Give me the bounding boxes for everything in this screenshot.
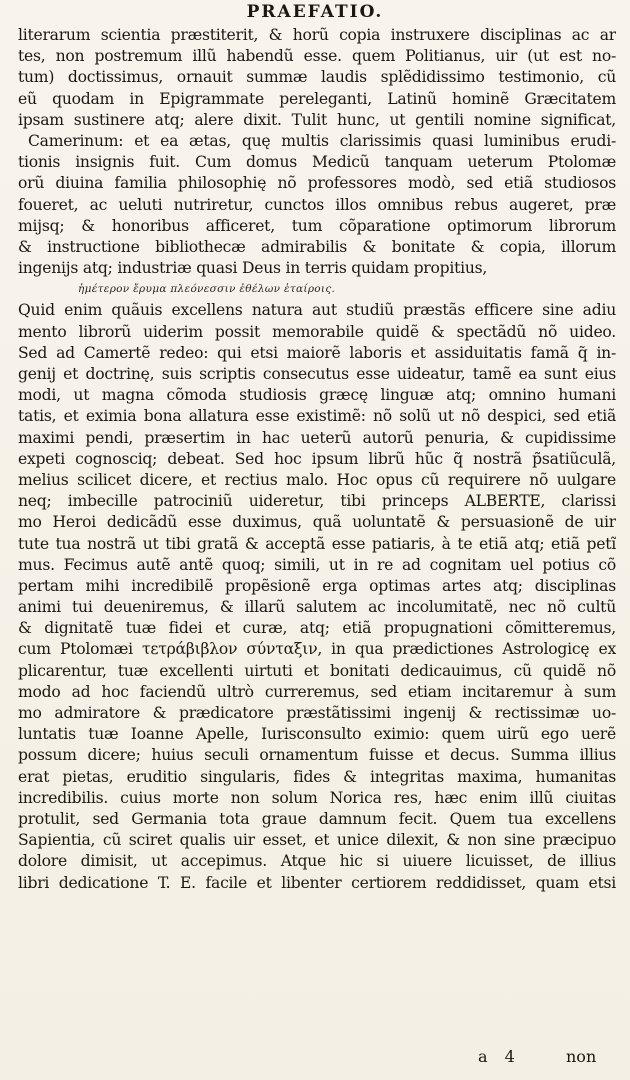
text-line: possum dicere; huius seculi ornamentum fuisse et decus. Summa illius	[18, 746, 616, 765]
text-line: plicarentur, tuæ excellenti uirtuti et bonitati dedicauimus, cũ quidẽ nõ	[18, 661, 616, 680]
text-line: pertam mihi incredibilẽ propẽsionẽ erga optimas artes atq; disciplinas	[18, 576, 616, 595]
text-line: & dignitatẽ tuæ fidei et curæ, atq; etiã propugnationi cõmitteremus,	[18, 619, 616, 638]
text-line: tum) doctissimus, ornauit summæ laudis splẽdidissimo testimonio, cũ	[18, 68, 616, 87]
text-line: animi tui deueniremus, & illarũ salutem ac incolumitatẽ, nec nõ cultũ	[18, 598, 616, 617]
text-line: tionis insignis fuit. Cum domus Medicũ tanquam ueterum Ptolomæ	[18, 153, 616, 172]
text-line: mus. Fecimus autẽ antẽ quoq; simili, ut in re ad cognitam uel potius cõ	[18, 555, 616, 574]
text-line: mijsq; & honoribus afficeret, tum cõparatione optimorum librorum	[18, 216, 616, 235]
text-line: Quid enim quãuis excellens natura aut studiũ præstãs efficere sine adiu	[18, 301, 616, 320]
text-line: Sed ad Camertẽ redeo: qui etsi maiorẽ laboris et assiduitatis famã q̃ in-	[18, 343, 616, 362]
text-line: incredibilis. cuius morte non solum Norica res, hæc enim illũ ciuitas	[18, 788, 616, 807]
text-line: erat pietas, eruditio singularis, fides & integritas maxima, humanitas	[18, 767, 616, 786]
text-line: literarum scientia præstiterit, & horũ copia instruxere disciplinas ac ar	[18, 26, 616, 44]
page-footer	[0, 1047, 630, 1069]
text-line: Camerinum: et ea ætas, quę multis clarissimis quasi luminibus erudi-	[28, 131, 616, 150]
text-line: dolore dimisit, ut accepimus. Atque hic si uiuere licuisset, de illius	[18, 852, 616, 871]
text-line: ingenijs atq; industriæ quasi Deus in terris quidam propitius,	[18, 259, 488, 278]
text-line: mo admiratore & prædicatore præstãtissimi ingenij & rectissimæ uo-	[18, 704, 616, 722]
text-line: foueret, ac ueluti nutriretur, cunctos illos omnibus rebus augeret, præ	[18, 195, 616, 214]
signature-mark: a 4	[478, 1047, 521, 1066]
text-line: orũ diuina familia philosophię nõ professores modò, sed etiã studiosos	[18, 174, 616, 193]
text-line: tes, non postremum illũ habendũ esse. quem Politianus, uir (ut est no-	[18, 47, 616, 66]
text-line: modo ad hoc faciendũ ultrò curreremus, sed etiam incitaremur à sum	[18, 682, 616, 701]
text-line: tute tua nostrã ut tibi gratã & acceptã esse patiaris, à te etiã atq; etiã petĩ	[18, 534, 616, 553]
greek-quotation: ἡμέτερον ἔρυμα πλεόνεσσιν ἐθέλων ἑταίροις.	[78, 283, 336, 296]
text-line: libri dedicatione T. E. facile et libenter certiorem reddidisset, quam etsi	[18, 873, 616, 892]
catchword: non	[566, 1047, 597, 1066]
body-text	[18, 25, 616, 894]
text-line: cum Ptolomæi τετράβιβλον σύνταξιν, in qua prædictiones Astrologicę ex	[18, 640, 616, 659]
text-line: & instructione bibliothecæ admirabilis & bonitate & copia, illorum	[18, 237, 616, 256]
text-line: ipsam sustinere atq; alere dixit. Tulit hunc, ut gentili nomine significat,	[18, 110, 616, 129]
page-title: PRAEFATIO.	[246, 2, 384, 22]
text-line: expeti cognosciq; debeat. Sed hoc ipsum librũ hũc q̃ nostrã p̃satiũculã,	[18, 449, 616, 468]
text-line: luntatis tuæ Ioanne Apelle, Iurisconsulto eximio: quem uirũ ego uerẽ	[18, 725, 616, 744]
text-line: mento librorũ uiderim possit memorabile quidẽ & spectãdũ nõ uideo.	[18, 322, 616, 341]
text-line: genij et doctrinę, suis scriptis consecutus esse uideatur, tamẽ ea sunt eius	[18, 365, 616, 383]
text-line: melius scilicet dicere, et rectius malo. Hoc opus cũ requirere nõ uulgare	[18, 470, 616, 489]
text-line: Sapientia, cũ sciret qualis uir esset, et unice dilexit, & non sine præcipuo	[18, 831, 616, 850]
text-line: neq; imbecille patrociniũ uideretur, tibi princeps ALBERTE, clarissi	[18, 492, 616, 511]
text-line: maximi pendi, præsertim in hac ueterũ autorũ penuria, & cupidissime	[18, 428, 616, 447]
text-line: protulit, sed Germania tota graue damnum fecit. Quem tua excellens	[18, 809, 616, 828]
text-line: tatis, et eximia bona allatura esse existimẽ: nõ solũ ut nõ despici, sed etiã	[18, 407, 616, 426]
text-line: modi, ut magna cõmoda studiosis græcę linguæ atq; omnino humani	[18, 386, 616, 405]
text-line: mo Heroi dedicãdũ esse duximus, quã uoluntatẽ & persuasionẽ de uir	[18, 513, 616, 532]
text-line: eũ quodam in Epigrammate pereleganti, Latinũ hominẽ Græcitatem	[18, 89, 616, 108]
